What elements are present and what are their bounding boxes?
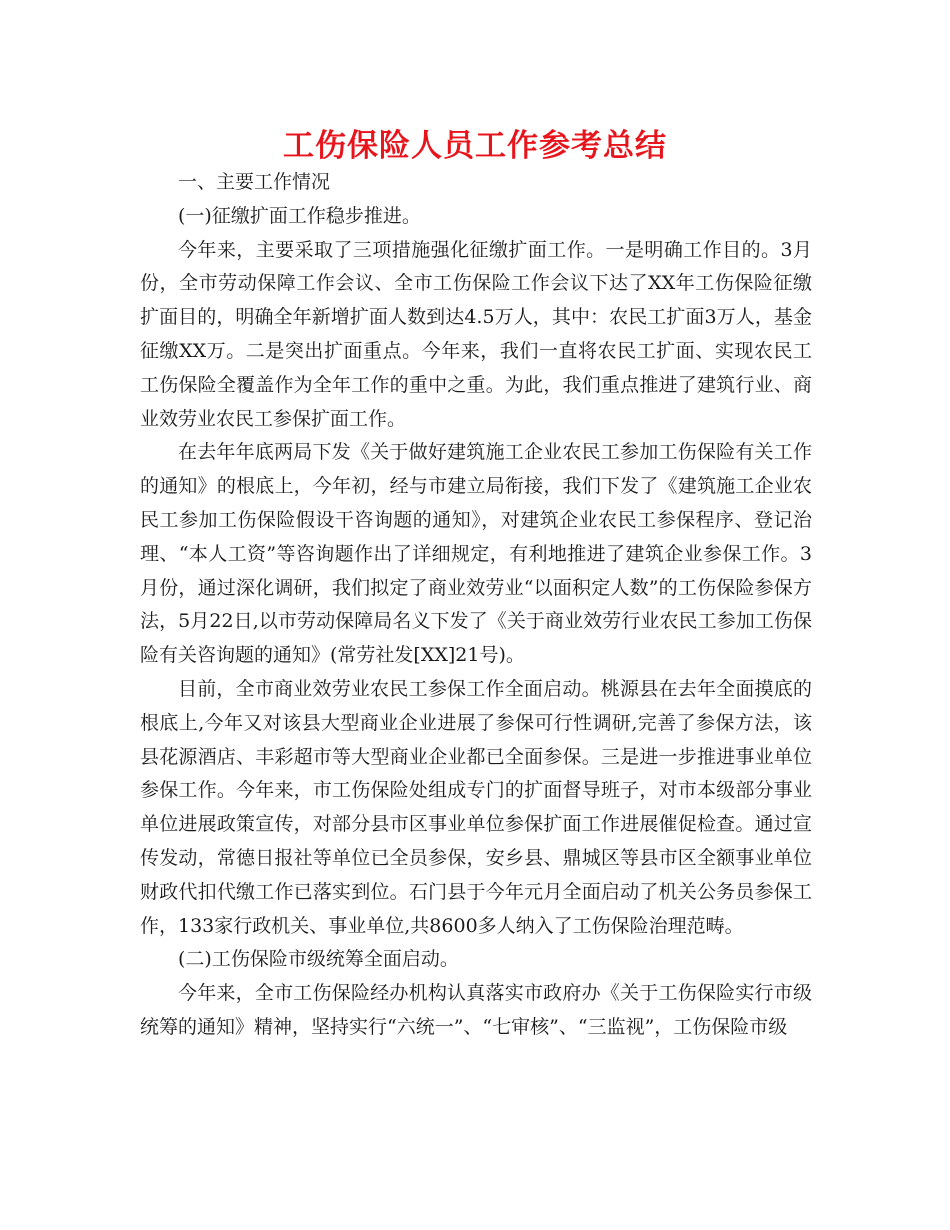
body-paragraph: 目前，全市商业效劳业农民工参保工作全面启动。桃源县在去年全面摸底的根底上,今年又对该县大型商业企业进展了参保可行性调研,完善了参保方法，该县花源酒店、丰彩超市等大型商业企业都已全面参保。三是进一步推进事业单位参保工作。今年来，市工伤保险处组成专门的扩面督导班子，对市本级部分事业单位进展政策宣传，对部分县市区事业单位参保扩面工作进展催促检查。通过宣传发动，常德日报社等单位已全员参保，安乡县、鼎城区等县市区全额事业单位财政代扣代缴工作已落实到位。石门县于今年元月全面启动了机关公务员参保工作，133家行政机关、事业单位,共8600多人纳入了工伤保险治理范畴。 <box>140 677 812 937</box>
document-body <box>140 166 812 1045</box>
document-title: 工伤保险人员工作参考总结 <box>283 128 667 164</box>
subsection-heading: (二)工伤保险市级统筹全面启动。 <box>178 948 459 971</box>
body-paragraph: 今年来，全市工伤保险经办机构认真落实市政府办《关于工伤保险实行市级统筹的通知》精神，坚持实行“六统一”、“七审核”、“三监视”，工伤保险市级 <box>140 982 812 1038</box>
body-paragraph: 在去年年底两局下发《关于做好建筑施工企业农民工参加工伤保险有关工作的通知》的根底上，今年初，经与市建立局衔接，我们下发了《建筑施工企业农民工参加工伤保险假设干咨询题的通知》，对建筑企业农民工参保程序、登记治理、“本人工资”等咨询题作出了详细规定，有利地推进了建筑企业参保工作。3月份，通过深化调研，我们拟定了商业效劳业“以面积定人数”的工伤保险参保方法，5月22日,以市劳动保障局名义下发了《关于商业效劳行业农民工参加工伤保险有关咨询题的通知》(常劳社发[XX]21号)。 <box>140 441 812 667</box>
body-paragraph: 今年来，主要采取了三项措施强化征缴扩面工作。一是明确工作目的。3月份，全市劳动保障工作会议、全市工伤保险工作会议下达了XX年工伤保险征缴扩面目的，明确全年新增扩面人数到达4.5万人，其中：农民工扩面3万人，基金征缴XX万。二是突出扩面重点。今年来，我们一直将农民工扩面、实现农民工工伤保险全覆盖作为全年工作的重中之重。为此，我们重点推进了建筑行业、商业效劳业农民工参保扩面工作。 <box>140 238 812 430</box>
subsection-heading: (一)征缴扩面工作稳步推进。 <box>178 204 421 227</box>
section-heading: 一、主要工作情况 <box>178 171 331 193</box>
